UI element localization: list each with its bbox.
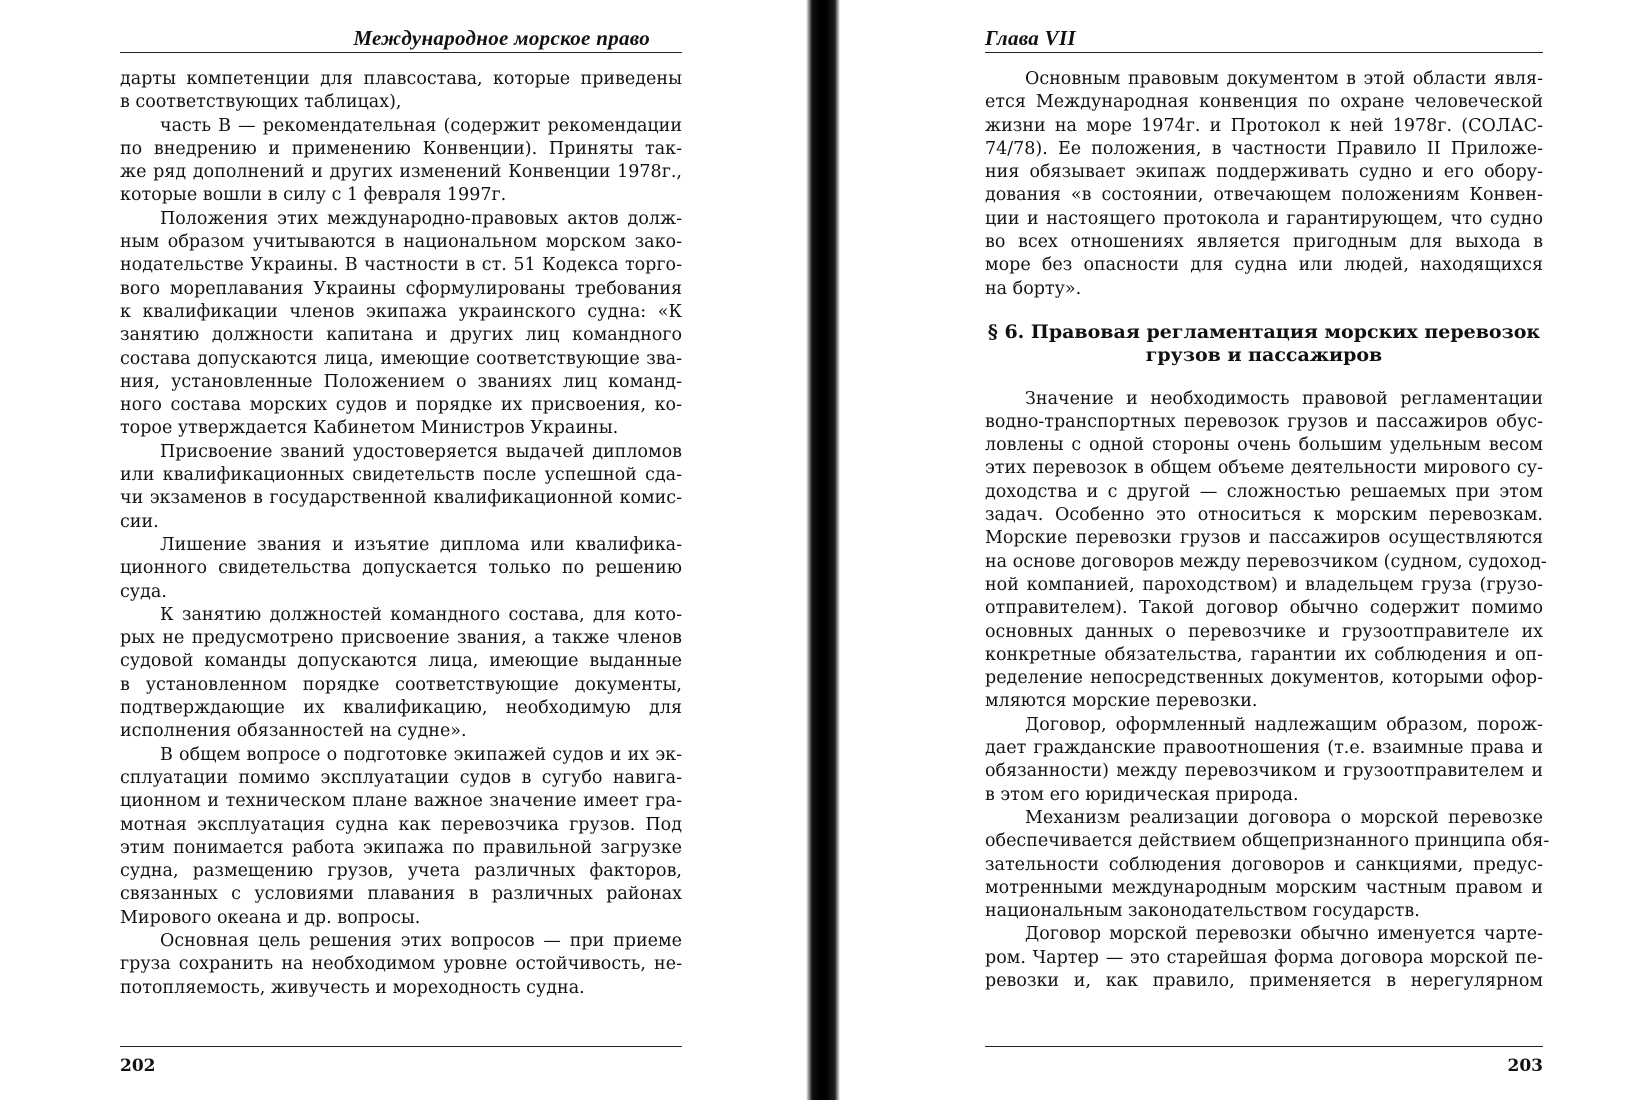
section-heading-line: § 6. Правовая регламентация морских перевозок (987, 320, 1541, 343)
text-line: основных данных о перевозчике и грузоотправителе их (985, 621, 1543, 642)
text-line: зательности соблюдения договоров и санкциями, предус- (985, 854, 1543, 875)
paragraph-group-bottom (985, 388, 1550, 994)
text-line: Механизм реализации договора о морской перевозке (1025, 807, 1543, 828)
text-line: судовой команды допускаются лица, имеющие выданные (120, 651, 682, 672)
text-line: судна, размещению грузов, учета различных факторов, (120, 861, 682, 882)
text-line: 74/78). Ее положения, в частности Правило II Приложе- (985, 138, 1543, 159)
text-line: нодательстве Украины. В частности в ст. 51 Кодекса торго- (120, 255, 682, 276)
text-line: В общем вопросе о подготовке экипажей судов и их эк- (160, 744, 682, 765)
paragraph-group-top (985, 68, 1543, 301)
text-line: задач. Особенно это относиться к морским перевозкам. (985, 505, 1543, 526)
text-line: занятию должности капитана и других лиц командного (120, 325, 682, 346)
text-line: Основным правовым документом в этой области явля- (1025, 69, 1543, 89)
header-rule (985, 52, 1543, 53)
header-rule (120, 52, 682, 53)
body-text (120, 68, 682, 1000)
spacer (985, 301, 1543, 321)
text-line: ния, установленные Положением о званиях лиц команд- (120, 371, 682, 392)
text-line: Договор, оформленный надлежащим образом, порож- (1025, 714, 1543, 735)
running-head: Международное морское право (353, 26, 650, 50)
text-line: отправителем). Такой договор обычно содержит помимо (985, 598, 1543, 619)
text-line: Присвоение званий удостоверяется выдачей дипломов (160, 441, 682, 462)
text-line: море без опасности для судна или людей, находящихся (985, 255, 1543, 276)
text-line: в этом его юридическая природа. (985, 784, 1299, 805)
section-heading-line: грузов и пассажиров (1145, 344, 1383, 367)
left-page (0, 0, 810, 1100)
text-line: ции и настоящего протокола и гарантирующем, что судно (985, 208, 1543, 229)
text-line: К занятию должностей командного состава, для кото- (160, 604, 682, 625)
text-line: сии. (120, 511, 159, 532)
text-line: на борту». (985, 278, 1082, 299)
text-line: ется Международная конвенция по охране человеческой (985, 92, 1543, 113)
text-line: вого мореплавания Украины сформулированы требования (120, 278, 682, 299)
text-line: Мирового океана и др. вопросы. (120, 907, 421, 928)
text-line: по внедрению и применению Конвенции). Приняты так- (120, 138, 682, 159)
text-line: водно-транспортных перевозок грузов и пассажиров обус- (985, 411, 1543, 432)
text-line: груза сохранить на необходимом уровне остойчивость, не- (120, 954, 682, 975)
text-line: мотренными международным морским частным правом и (985, 877, 1543, 898)
text-line: мляются морские перевозки. (985, 691, 1258, 712)
text-line: Значение и необходимость правовой регламентации (1025, 388, 1543, 409)
text-line: чи экзаменов в государственной квалификационной комис- (120, 488, 682, 509)
text-line: в соответствующих таблицах), (120, 92, 402, 113)
text-line: сплуатации помимо эксплуатации судов в сугубо навига- (120, 767, 682, 788)
text-line: ределение непосредственных документов, которыми офор- (985, 668, 1543, 689)
text-line: связанных с условиями плавания в различных районах (120, 884, 682, 905)
text-line: обеспечивается действием общепризнанного принципа обя- (985, 831, 1550, 852)
text-line: этим понимается работа экипажа по правильной загрузке (120, 837, 682, 858)
text-line: Лишение звания и изъятие диплома или квалифика- (160, 534, 682, 555)
text-line: обязанности) между перевозчиком и грузоотправителем и (985, 761, 1543, 782)
text-line: ром. Чартер — это старейшая форма договора морской пе- (985, 947, 1543, 968)
text-line: дарты компетенции для плавсостава, которые приведены (120, 69, 682, 89)
text-line: суда. (120, 581, 167, 602)
text-line: дования «в состоянии, отвечающем положениям Конвен- (985, 185, 1543, 206)
spacer (985, 368, 1543, 388)
text-line: или квалификационных свидетельств после успешной сда- (120, 465, 682, 486)
text-line: торое утверждается Кабинетом Министров Украины. (120, 418, 619, 439)
text-line: ного состава морских судов и порядке их присвоения, ко- (120, 395, 682, 416)
text-line: Морские перевозки грузов и пассажиров осуществляются (985, 528, 1543, 549)
text-line: ревозки и, как правило, применяется в нерегулярном (985, 970, 1543, 991)
text-line: ловлены с одной стороны очень большим удельным весом (985, 435, 1543, 456)
text-line: ционного свидетельства допускается только по решению (120, 558, 682, 579)
text-line: доходства и с другой — сложностью решаемых при этом (985, 481, 1543, 502)
text-line: Договор морской перевозки обычно именуется чарте- (1025, 924, 1543, 945)
text-line: конкретные обязательства, гарантии их соблюдения и оп- (985, 644, 1543, 665)
text-line: часть В — рекомендательная (содержит рекомендации (160, 115, 682, 136)
text-line: потопляемость, живучесть и мореходность судна. (120, 977, 585, 998)
running-head: Глава VII (985, 26, 1076, 50)
right-page (840, 0, 1646, 1100)
text-line: к квалификации членов экипажа украинского судна: «К (120, 301, 682, 322)
text-line: подтверждающие их квалификацию, необходимую для (120, 698, 682, 719)
text-line: на основе договоров между перевозчиком (судном, судоход- (985, 551, 1547, 572)
text-line: ния обязывает экипаж поддерживать судно и его обору- (985, 162, 1543, 183)
book-spine-shadow (806, 0, 840, 1100)
text-line: которые вошли в силу с 1 февраля 1997г. (120, 185, 507, 206)
text-line: Основная цель решения этих вопросов — при приеме (160, 930, 682, 951)
text-line: ным образом учитываются в национальном морском зако- (120, 232, 682, 253)
text-line: рых не предусмотрено присвоение звания, а также членов (120, 628, 682, 649)
page-number: 203 (1507, 1056, 1543, 1076)
text-line: национальным законодательством государств. (985, 901, 1420, 922)
body-text (985, 68, 1550, 993)
text-line: же ряд дополнений и других изменений Конвенции 1978г., (120, 162, 682, 183)
footer-rule (120, 1046, 682, 1047)
text-line: во всех отношениях является пригодным для выхода в (985, 232, 1543, 253)
text-line: исполнения обязанностей на судне». (120, 721, 467, 742)
text-line: дает гражданские правоотношения (т.е. взаимные права и (985, 738, 1543, 759)
footer-rule (985, 1046, 1543, 1047)
text-line: Положения этих международно-правовых актов долж- (160, 208, 682, 229)
text-line: жизни на море 1974г. и Протокол к ней 1978г. (СОЛАС- (985, 115, 1543, 136)
page-number: 202 (120, 1056, 156, 1076)
text-line: состава допускаются лица, имеющие соответствующие зва- (120, 348, 682, 369)
text-line: ционном и техническом плане важное значение имеет гра- (120, 791, 682, 812)
text-line: в установленном порядке соответствующие документы, (120, 674, 682, 695)
text-line: этих перевозок в общем объеме деятельности мирового су- (985, 458, 1543, 479)
text-line: мотная эксплуатация судна как перевозчика грузов. Под (120, 814, 682, 835)
text-line: ной компанией, пароходством) и владельцем груза (грузо- (985, 574, 1543, 595)
